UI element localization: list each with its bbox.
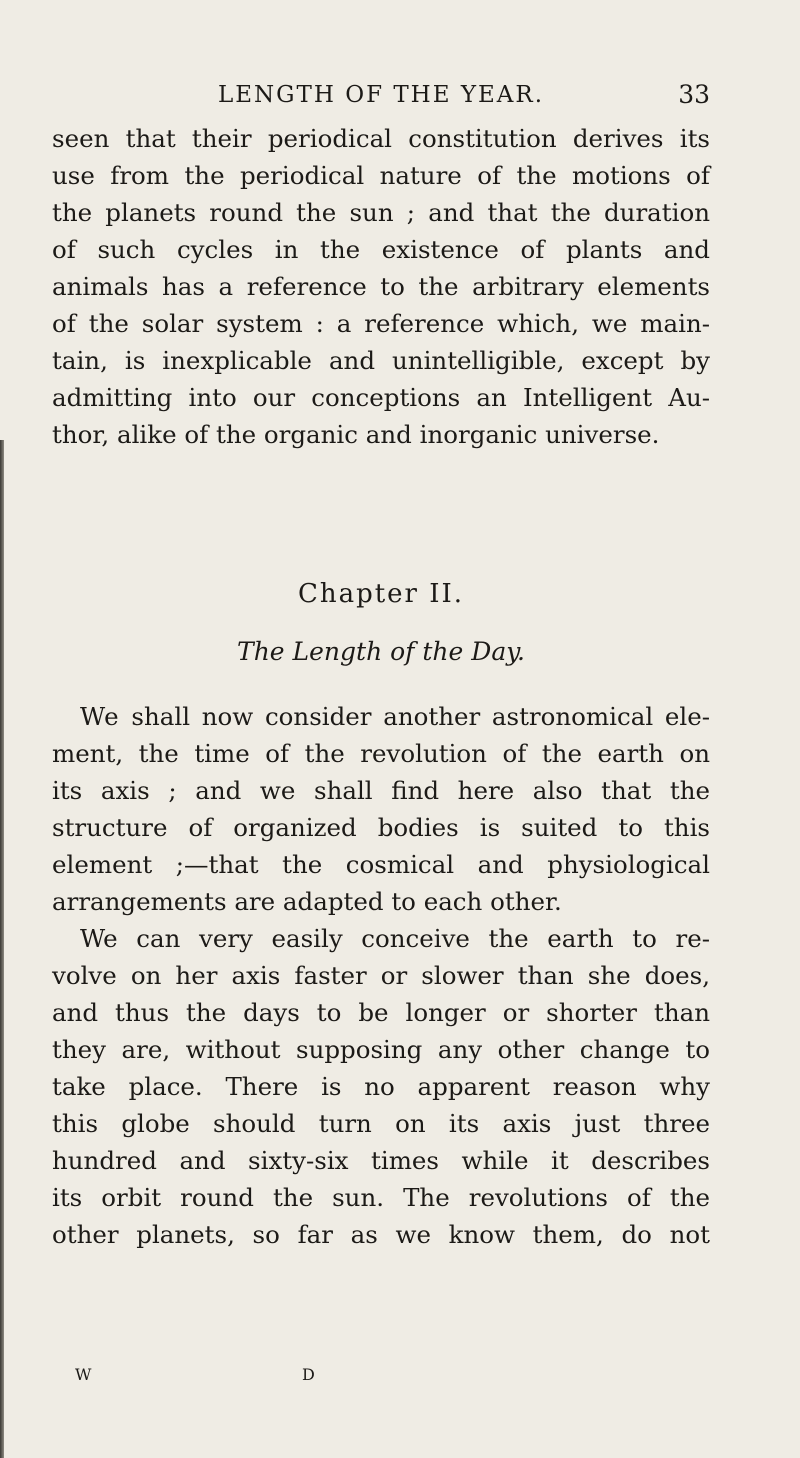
text-line: of such cycles in the existence of plants and [52,235,710,264]
text-line: tain, is inexplicable and unintelligible, except by [52,346,710,375]
page-number: 33 [678,80,710,109]
running-head: LENGTH OF THE YEAR. [217,82,545,108]
text-line: thor, alike of the organic and inorganic universe. [52,420,660,449]
text-line: admitting into our conceptions an Intelligent Au- [52,383,710,412]
signature-mark-right: D [302,1365,315,1384]
text-line: they are, without supposing any other change to [52,1035,710,1064]
text-line: the planets round the sun ; and that the duration [52,198,710,227]
text-line: its orbit round the sun. The revolutions of the [52,1183,710,1212]
text-line: ment, the time of the revolution of the earth on [52,739,710,768]
text-line: volve on her axis faster or slower than she does, [52,961,710,990]
text-line: animals has a reference to the arbitrary elements [52,272,710,301]
signature-mark-left: W [75,1365,92,1384]
text-line: other planets, so far as we know them, do not [52,1220,710,1249]
paragraph-two [52,920,710,1253]
text-line: structure of organized bodies is suited to this [52,813,710,842]
text-line: element ;—that the cosmical and physiological [52,850,710,879]
text-line: and thus the days to be longer or shorter than [52,998,710,1027]
text-line: this globe should turn on its axis just three [52,1109,710,1138]
page-header [52,78,710,112]
text-line: take place. There is no apparent reason why [52,1072,710,1101]
text-line: of the solar system : a reference which, we main- [52,309,710,338]
text-line: its axis ; and we shall find here also that the [52,776,710,805]
text-line: We can very easily conceive the earth to re- [80,924,710,953]
text-line: use from the periodical nature of the motions of [52,161,710,190]
text-line: hundred and sixty-six times while it describes [52,1146,710,1175]
text-line: seen that their periodical constitution derives its [52,124,710,153]
chapter-subtitle: The Length of the Day. [237,637,525,666]
paragraph-one [52,698,710,920]
binding-shadow [0,440,4,1458]
first-word: We [80,702,120,731]
text-line [52,698,710,735]
paragraph-continued [52,120,710,453]
signature-marks [75,1362,375,1388]
text-line: arrangements are adapted to each other. [52,887,562,916]
chapter-heading: Chapter II. [297,579,465,609]
first-line-rest: shall now consider another astronomical ele- [131,702,710,731]
